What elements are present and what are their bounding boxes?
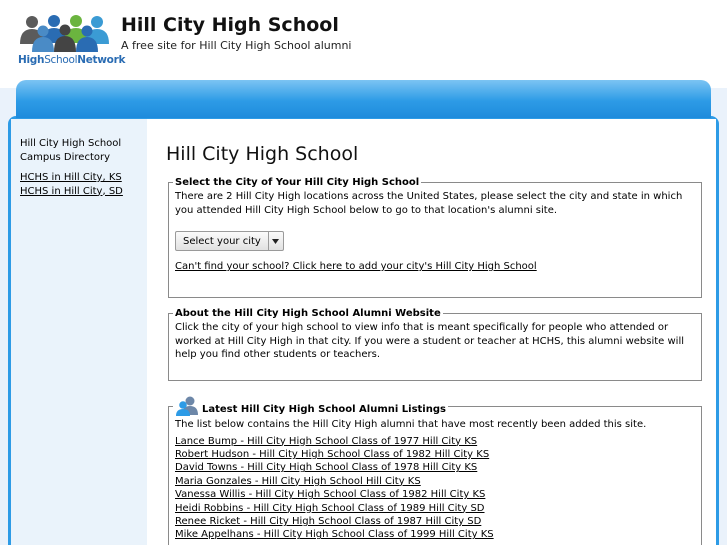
add-school-link[interactable]: Can't find your school? Click here to add your city's Hill City High School (175, 261, 537, 272)
site-title: Hill City High School (121, 14, 339, 36)
sidebar-heading: Hill City High School Campus Directory (20, 138, 122, 163)
site-header (0, 0, 727, 80)
high-school-network-logo[interactable] (18, 14, 126, 70)
alumni-listing[interactable]: Heidi Robbins - Hill City High School Class of 1989 Hill City SD (175, 502, 485, 514)
about-box (168, 308, 702, 381)
people-icon (175, 396, 199, 416)
nav-bar (16, 80, 711, 118)
alumni-list (175, 435, 695, 542)
alumni-listing[interactable]: Vanessa Willis - Hill City High School Class of 1982 Hill City KS (175, 489, 486, 501)
alumni-listing[interactable]: Lance Bump - Hill City High School Class of 1977 Hill City KS (175, 435, 478, 447)
listings-box (168, 396, 702, 545)
chevron-down-icon (268, 232, 283, 250)
site-subtitle: A free site for Hill City High School alumni (121, 39, 352, 52)
sidebar-link-ks[interactable]: HCHS in Hill City, KS (20, 172, 122, 183)
sidebar-links (20, 171, 123, 198)
alumni-listing[interactable]: Renee Ricket - Hill City High School Class of 1987 Hill City SD (175, 515, 482, 527)
listings-legend (173, 396, 448, 416)
listings-intro: The list below contains the Hill City High alumni that have most recently been added this site. (175, 419, 647, 430)
city-select-dropdown[interactable] (175, 231, 284, 251)
people-group-icon (18, 14, 110, 54)
alumni-listing[interactable]: Mike Appelhans - Hill City High School Class of 1999 Hill City KS (175, 529, 494, 541)
sidebar-link-sd[interactable]: HCHS in Hill City, SD (20, 185, 123, 197)
alumni-listing[interactable]: David Towns - Hill City High School Class of 1978 Hill City KS (175, 462, 478, 474)
alumni-listing[interactable]: Maria Gonzales - Hill City High School Hill City KS (175, 475, 421, 487)
city-select-box (168, 177, 702, 298)
about-legend: About the Hill City High School Alumni Website (175, 308, 441, 319)
city-select-text: There are 2 Hill City High locations across the United States, please select the city and state in which you attended Hill City High School below to go to that location's alumni site. (175, 191, 683, 216)
alumni-listing[interactable]: Robert Hudson - Hill City High School Class of 1982 Hill City KS (175, 448, 490, 460)
logo-wordmark: HighSchoolNetwork (18, 54, 126, 66)
city-select-legend: Select the City of Your Hill City High School (175, 177, 420, 188)
city-select-label: Select your city (183, 236, 261, 247)
about-text: Click the city of your high school to view info that is meant specifically for people who attended or worked at Hill City High in that city. If you were a student or teacher at HCHS, this alumni website will help you find other students or teachers. (175, 322, 684, 360)
listings-legend-text: Latest Hill City High School Alumni Listings (202, 404, 446, 415)
page-title: Hill City High School (166, 143, 359, 165)
